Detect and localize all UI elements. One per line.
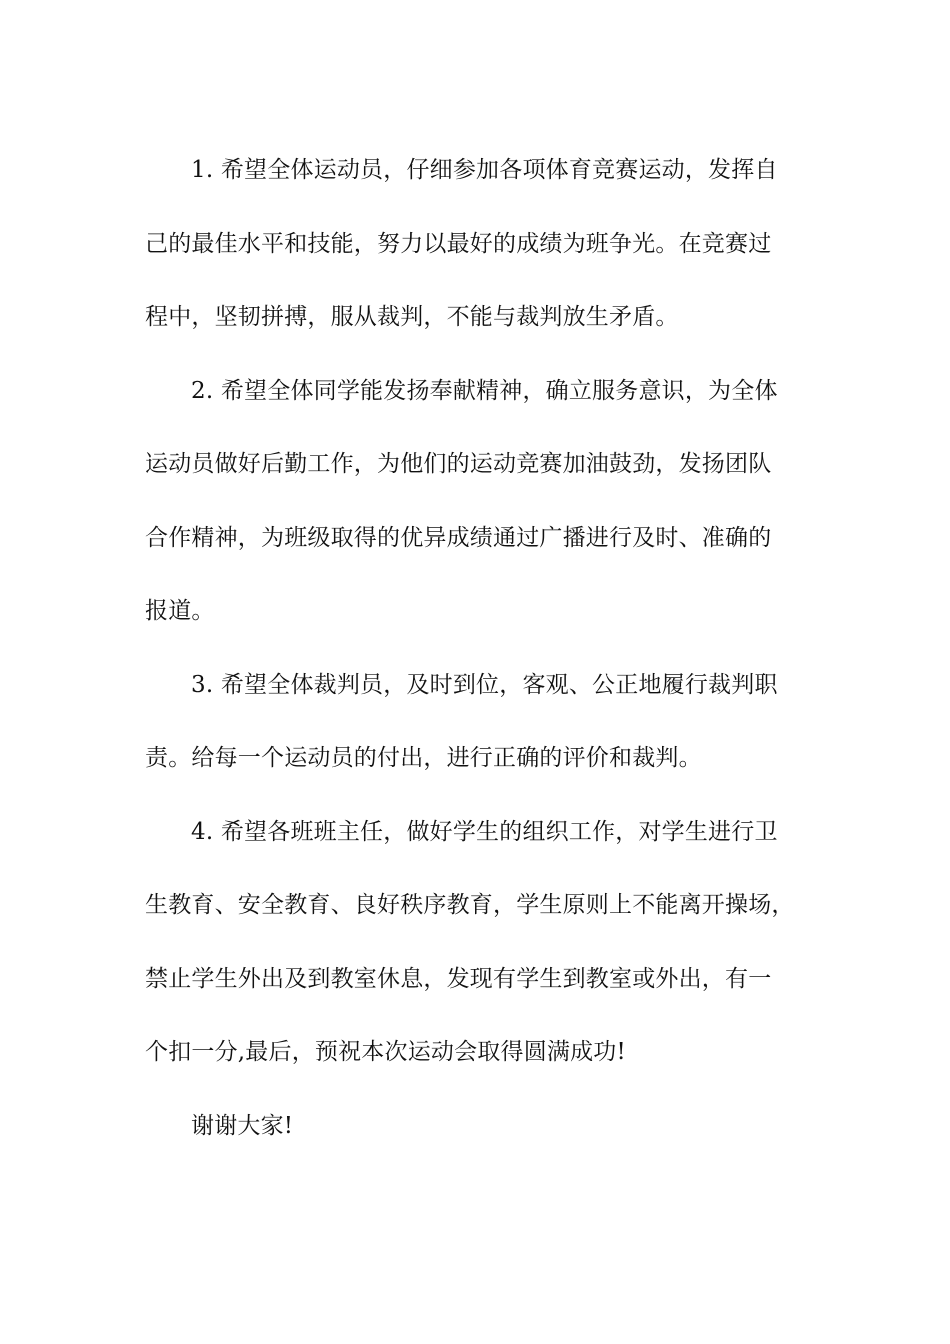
text-line: 1. 希望全体运动员，仔细参加各项体育竞赛运动，发挥自 [191, 157, 778, 183]
paragraph-4 [145, 796, 815, 1090]
text-line: 3. 希望全体裁判员，及时到位，客观、公正地履行裁判职 [191, 671, 778, 698]
paragraph-3 [145, 649, 815, 796]
text-line: 报道。 [145, 598, 215, 624]
text-line: 2. 希望全体同学能发扬奉献精神，确立服务意识，为全体 [191, 377, 778, 404]
paragraph-2 [145, 355, 815, 649]
text-line: 生教育、安全教育、良好秩序教育，学生原则上不能离开操场， [145, 892, 795, 918]
document-body [145, 134, 815, 1163]
text-line: 禁止学生外出及到教室休息，发现有学生到教室或外出，有一 [145, 965, 772, 992]
text-line: 己的最佳水平和技能，努力以最好的成绩为班争光。在竞赛过 [145, 230, 772, 257]
text-line: 4. 希望各班班主任，做好学生的组织工作，对学生进行卫 [191, 818, 778, 845]
text-line: 程中，坚韧拼搏，服从裁判，不能与裁判放生矛盾。 [145, 304, 679, 330]
text-line: 运动员做好后勤工作，为他们的运动竞赛加油鼓劲，发扬团队 [145, 451, 772, 477]
text-line: 合作精神，为班级取得的优异成绩通过广播进行及时、准确的 [145, 524, 772, 551]
text-line: 个扣一分,最后，预祝本次运动会取得圆满成功! [145, 1039, 626, 1065]
paragraph-1 [145, 134, 815, 355]
text-line: 责。给每一个运动员的付出，进行正确的评价和裁判。 [145, 745, 702, 771]
closing-line: 谢谢大家! [191, 1112, 294, 1139]
paragraph-closing [145, 1090, 815, 1164]
